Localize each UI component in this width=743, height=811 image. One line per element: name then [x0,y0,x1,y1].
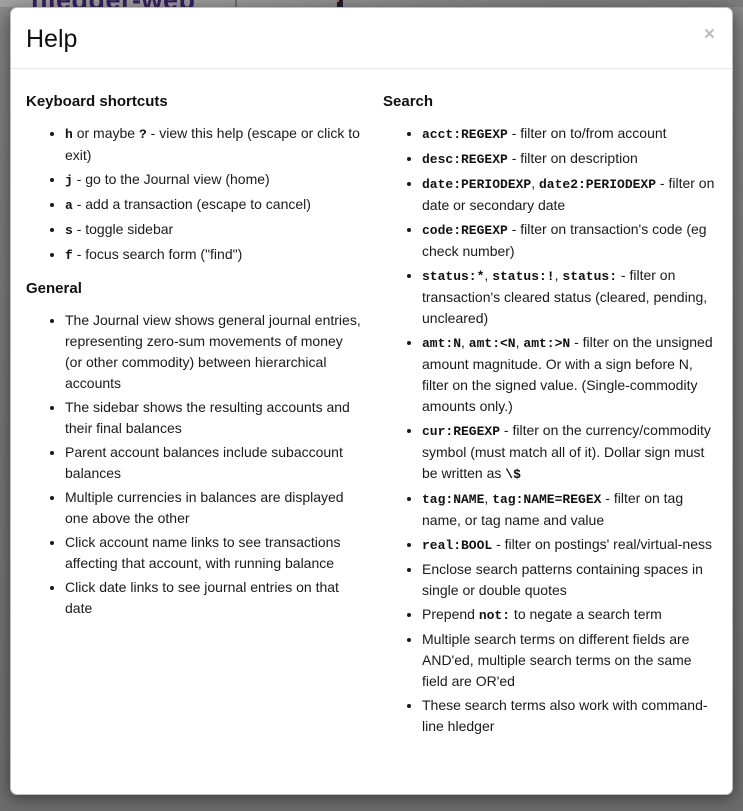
code-term: acct:REGEXP [422,127,508,142]
item-text: These search terms also work with command-line hledger [422,697,708,734]
item-text: to negate a search term [510,606,662,622]
code-term: f [65,248,73,263]
list-item [422,534,720,556]
list-item [422,604,720,626]
item-text: Enclose search patterns containing spaces in single or double quotes [422,561,703,598]
code-term: not: [478,608,511,623]
code-term: desc:REGEXP [422,152,508,167]
code-term: tag:NAME [422,492,485,507]
list-item [422,123,720,145]
item-text: , [484,490,493,506]
code-term: a [65,198,73,213]
modal-header [11,8,732,69]
code-term: code:REGEXP [422,223,508,238]
item-text: Parent account balances include subaccount balances [65,444,343,481]
item-text: - toggle sidebar [72,221,174,237]
clipped-page-heading [337,0,343,7]
help-column-right [383,79,720,747]
item-text: Click account name links to see transactions affecting that account, with running balance [65,534,341,571]
item-text: - view this help (escape or click to exit) [65,125,360,163]
code-term: \$ [505,467,521,482]
item-text: or maybe [72,125,139,141]
item-text: Multiple currencies in balances are displayed one above the other [65,489,344,526]
list-item [65,310,363,394]
keyboard-shortcuts-list [26,123,363,266]
page-column-divider [235,0,237,7]
list-item [65,194,363,216]
item-text: - focus search form ("find") [72,246,243,262]
item-text: - filter on date or secondary date [422,175,715,213]
list-item [65,123,363,166]
section-heading: General [26,280,82,297]
item-text: - filter on the unsigned amount magnitude. Or with a sign before N, filter on the signed value. (Single-commodity amounts only.) [422,334,713,414]
list-item [422,488,720,531]
item-text: , [461,334,469,350]
code-term: amt:<N [468,336,516,351]
list-item [65,219,363,241]
help-column-left [26,79,363,747]
item-text: Click date links to see journal entries on that date [65,579,339,616]
list-item [422,219,720,262]
list-item [422,265,720,329]
item-text: - filter on postings' real/virtual-ness [492,536,712,552]
code-term: status: [562,269,618,284]
search-list [383,123,720,737]
code-term: status:! [492,269,555,284]
item-text: The sidebar shows the resulting accounts and their final balances [65,399,350,436]
list-item [422,148,720,170]
list-item [422,629,720,692]
code-term: amt:>N [523,336,571,351]
list-item [65,532,363,574]
item-text: - filter on transaction's cleared status (cleared, pending, uncleared) [422,267,708,326]
list-item [422,559,720,601]
item-text: , [531,175,539,191]
close-icon[interactable]: × [703,24,715,45]
item-text: - add a transaction (escape to cancel) [72,196,311,212]
code-term: h [65,127,73,142]
modal-title: Help [26,25,78,53]
section-heading: Search [383,93,434,110]
item-text: - filter on tag name, or tag name and value [422,490,684,528]
list-item [422,173,720,216]
section-heading: Keyboard shortcuts [26,93,168,110]
list-item [65,487,363,529]
code-term: tag:NAME=REGEX [492,492,602,507]
item-text: , [484,267,493,283]
code-term: real:BOOL [422,538,493,553]
list-item [422,695,720,737]
code-term: date:PERIODEXP [422,177,532,192]
modal-body [11,69,732,747]
list-item [65,442,363,484]
code-term: status:* [422,269,485,284]
item-text: - filter on transaction's code (eg check number) [422,221,707,259]
help-dialog [10,7,733,795]
item-text: - filter on the currency/commodity symbol (must match all of it). Dollar sign must be written as [422,422,711,481]
code-term: amt:N [422,336,462,351]
item-text: - filter on to/from account [507,125,667,141]
list-item [422,420,720,485]
code-term: j [65,173,73,188]
item-text: , [515,334,524,350]
code-term: cur:REGEXP [422,424,501,439]
item-text: - go to the Journal view (home) [72,171,270,187]
list-item [65,169,363,191]
general-list [26,310,363,619]
modal-backdrop[interactable] [0,0,743,7]
list-item [65,244,363,266]
code-term: ? [138,127,147,142]
list-item [422,332,720,417]
code-term: s [65,223,73,238]
list-item [65,397,363,439]
item-text: Multiple search terms on different fields are AND'ed, multiple search terms on the same field are OR'ed [422,631,692,689]
item-text: , [554,267,563,283]
item-text: The Journal view shows general journal entries, representing zero-sum movements of money (or other commodity) between hierarchical accounts [65,312,361,391]
code-term: date2:PERIODEXP [539,177,657,192]
list-item [65,577,363,619]
item-text: - filter on description [507,150,638,166]
item-text: Prepend [422,606,479,622]
